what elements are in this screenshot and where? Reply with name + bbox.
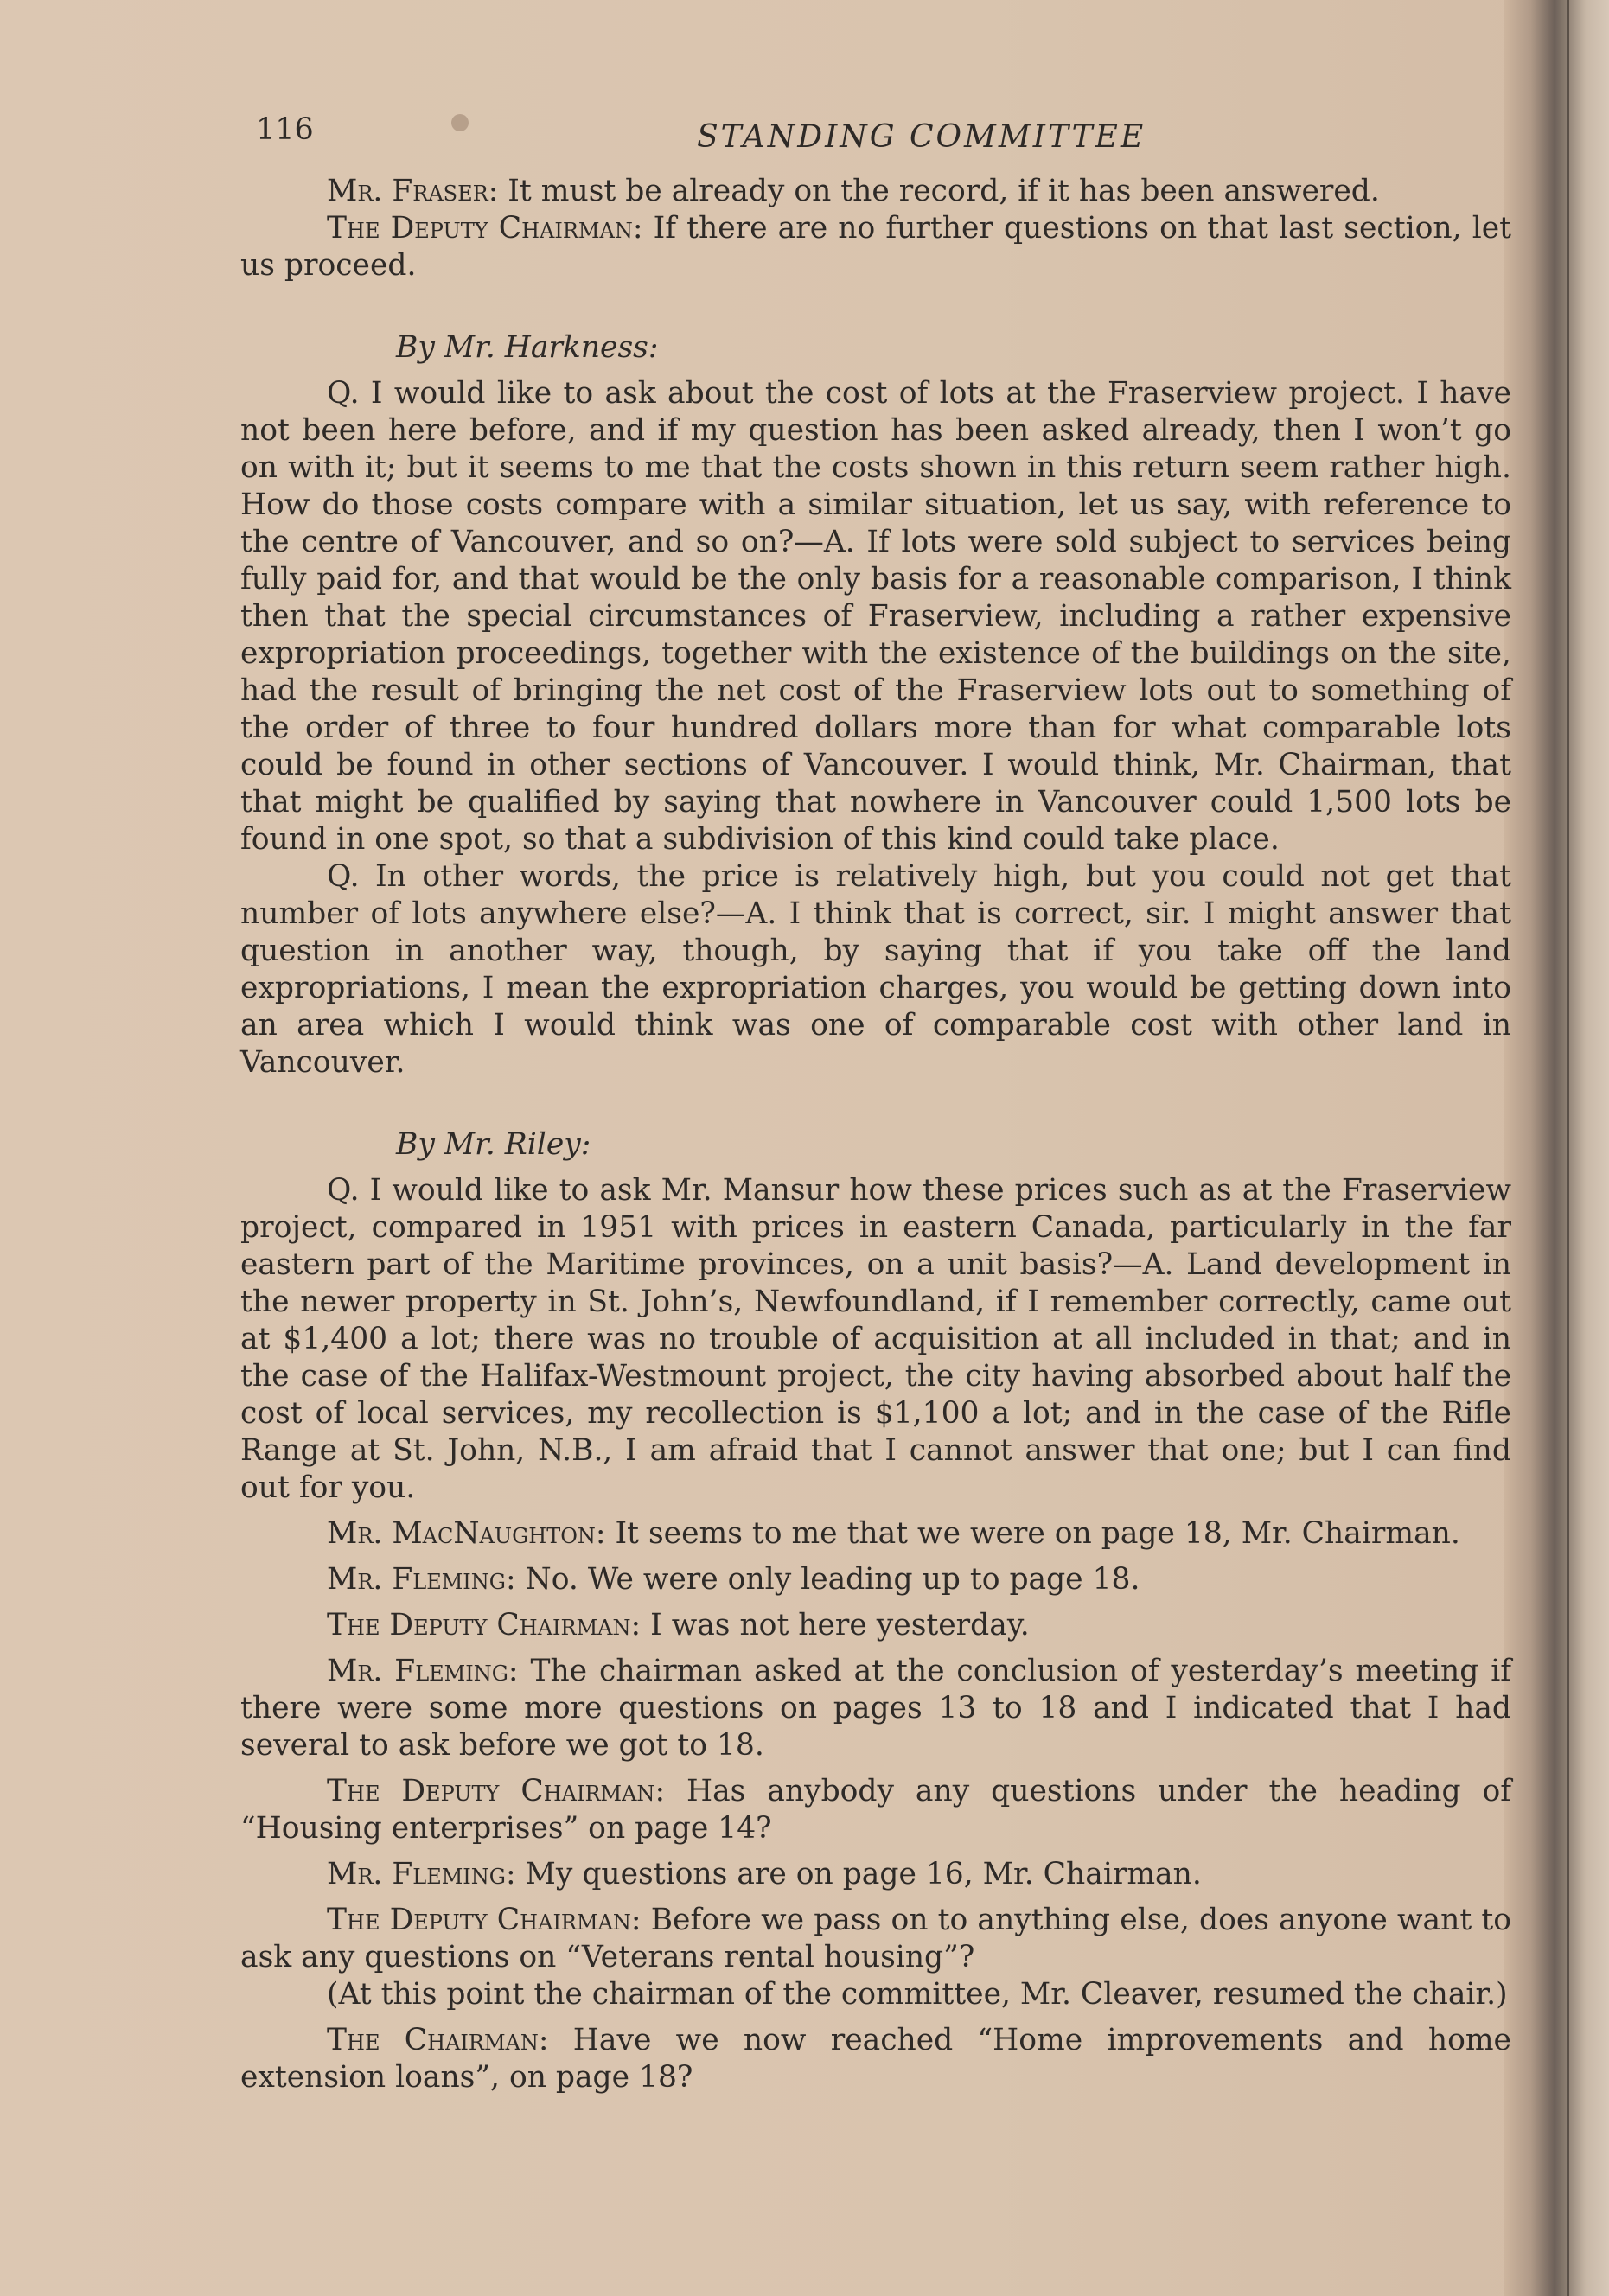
speech-text: If there are no further questions on that last section, let us proceed. bbox=[240, 211, 1512, 283]
speaker-name: Mr. MacNaughton bbox=[327, 1516, 596, 1551]
examiner-heading: By Mr. Riley: bbox=[396, 1127, 591, 1162]
speech-paragraph: The Chairman: Have we now reached “Home improvements and home extension loans”, on page 18? bbox=[240, 2023, 1511, 2095]
speaker-name: The Deputy Chairman bbox=[327, 211, 633, 246]
speech-text: It seems to me that we were on page 18, Mr. Chairman. bbox=[615, 1516, 1460, 1551]
speech-paragraph: Mr. Fleming: The chairman asked at the conclusion of yesterday’s meeting if there were some more questions on pages 13 to 18 and I indicated that I had several to ask before we got to 18. bbox=[240, 1654, 1512, 1763]
question-answer-paragraph: Q. I would like to ask about the cost of lots at the Fraserview project. I have not been here before, and if my question has been asked already, then I won’t go on with it; but it seems to me that the costs shown in this return seem rather high. How do those costs compare with a similar situation, let us say, with reference to the centre of Vancouver, and so on?—A. If lots were sold subject to services being fully paid for, and that would be the only basis for a reasonable comparison, I think then that the special circumstances of Fraserview, including a rather expensive expropriation proceedings, together with the existence of the buildings on the site, had the result of bringing the net cost of the Fraserview lots out to something of the order of three to four hundred dollars more than for what comparable lots could be found in other sections of Vancouver. I would think, Mr. Chairman, that that might be qualified by saying that nowhere in Vancouver could 1,500 lots be found in one spot, so that a subdivision of this kind could take place. bbox=[240, 376, 1511, 857]
speech-paragraph: The Deputy Chairman: Has anybody any questions under the heading of “Housing enterprises” on page 14? bbox=[240, 1774, 1512, 1846]
transcript-body bbox=[240, 173, 1511, 2096]
speech-text: I was not here yesterday. bbox=[650, 1608, 1030, 1642]
speech-paragraph: The Deputy Chairman: Before we pass on to anything else, does anyone want to ask any questions on “Veterans rental housing”? bbox=[240, 1903, 1511, 1974]
speaker-name: The Deputy Chairman bbox=[327, 1608, 631, 1642]
speech-text: Has anybody any questions under the heading of “Housing enterprises” on page 14? bbox=[240, 1774, 1512, 1846]
speaker-name: The Deputy Chairman bbox=[327, 1774, 655, 1808]
speaker-name: Mr. Fleming bbox=[327, 1654, 508, 1688]
speech-paragraph: The Deputy Chairman: If there are no further questions on that last section, let us proceed. bbox=[240, 211, 1512, 283]
speech-paragraph: Mr. Fleming: No. We were only leading up to page 18. bbox=[327, 1562, 1140, 1597]
speaker-name: Mr. Fleming bbox=[327, 1857, 506, 1891]
speech-text: No. We were only leading up to page 18. bbox=[525, 1562, 1140, 1597]
running-title: STANDING COMMITTEE bbox=[697, 119, 1146, 155]
book-gutter bbox=[1504, 0, 1609, 2296]
speech-text: Have we now reached “Home improvements and home extension loans”, on page 18? bbox=[240, 2023, 1511, 2095]
page-header bbox=[256, 109, 1501, 161]
speech-text: The chairman asked at the conclusion of yesterday’s meeting if there were some more questions on pages 13 to 18 and I indicated that I had several to ask before we got to 18. bbox=[240, 1654, 1512, 1763]
question-answer-paragraph: Q. In other words, the price is relatively high, but you could not get that number of lots anywhere else?—A. I think that is correct, sir. I might answer that question in another way, though, by saying that if you take off the land expropriations, I mean the expropriation charges, you would be getting down into an area which I would think was one of comparable cost with other land in Vancouver. bbox=[240, 859, 1511, 1080]
speaker-name: The Chairman bbox=[327, 2023, 539, 2057]
stage-direction: (At this point the chairman of the committee, Mr. Cleaver, resumed the chair.) bbox=[327, 1977, 1508, 2012]
speech-paragraph: The Deputy Chairman: I was not here yesterday. bbox=[327, 1608, 1030, 1642]
speech-paragraph: Mr. Fraser: It must be already on the record, if it has been answered. bbox=[327, 174, 1380, 208]
speech-paragraph: Mr. Fleming: My questions are on page 16, Mr. Chairman. bbox=[327, 1857, 1202, 1891]
examiner-heading: By Mr. Harkness: bbox=[396, 330, 659, 365]
speech-text: My questions are on page 16, Mr. Chairman. bbox=[525, 1857, 1202, 1891]
page-number: 116 bbox=[256, 112, 314, 147]
speech-paragraph: Mr. MacNaughton: It seems to me that we were on page 18, Mr. Chairman. bbox=[327, 1516, 1460, 1551]
speech-text: Before we pass on to anything else, does anyone want to ask any questions on “Veterans rental housing”? bbox=[240, 1903, 1511, 1974]
speaker-name: The Deputy Chairman bbox=[327, 1903, 631, 1937]
speaker-name: Mr. Fleming bbox=[327, 1562, 506, 1597]
question-answer-paragraph: Q. I would like to ask Mr. Mansur how these prices such as at the Fraserview project, compared in 1951 with prices in eastern Canada, particularly in the far eastern part of the Maritime provinces, on a unit basis?—A. Land development in the newer property in St. John’s, Newfoundland, if I remember correctly, came out at $1,400 a lot; there was no trouble of acquisition at all included in that; and in the case of the Halifax-Westmount project, the city having absorbed about half the cost of local services, my recollection is $1,100 a lot; and in the case of the Rifle Range at St. John, N.B., I am afraid that I cannot answer that one; but I can find out for you. bbox=[240, 1173, 1511, 1505]
speaker-name: Mr. Fraser bbox=[327, 174, 488, 208]
speech-text: It must be already on the record, if it has been answered. bbox=[508, 174, 1380, 208]
gutter-shadow-line bbox=[1567, 0, 1569, 2296]
